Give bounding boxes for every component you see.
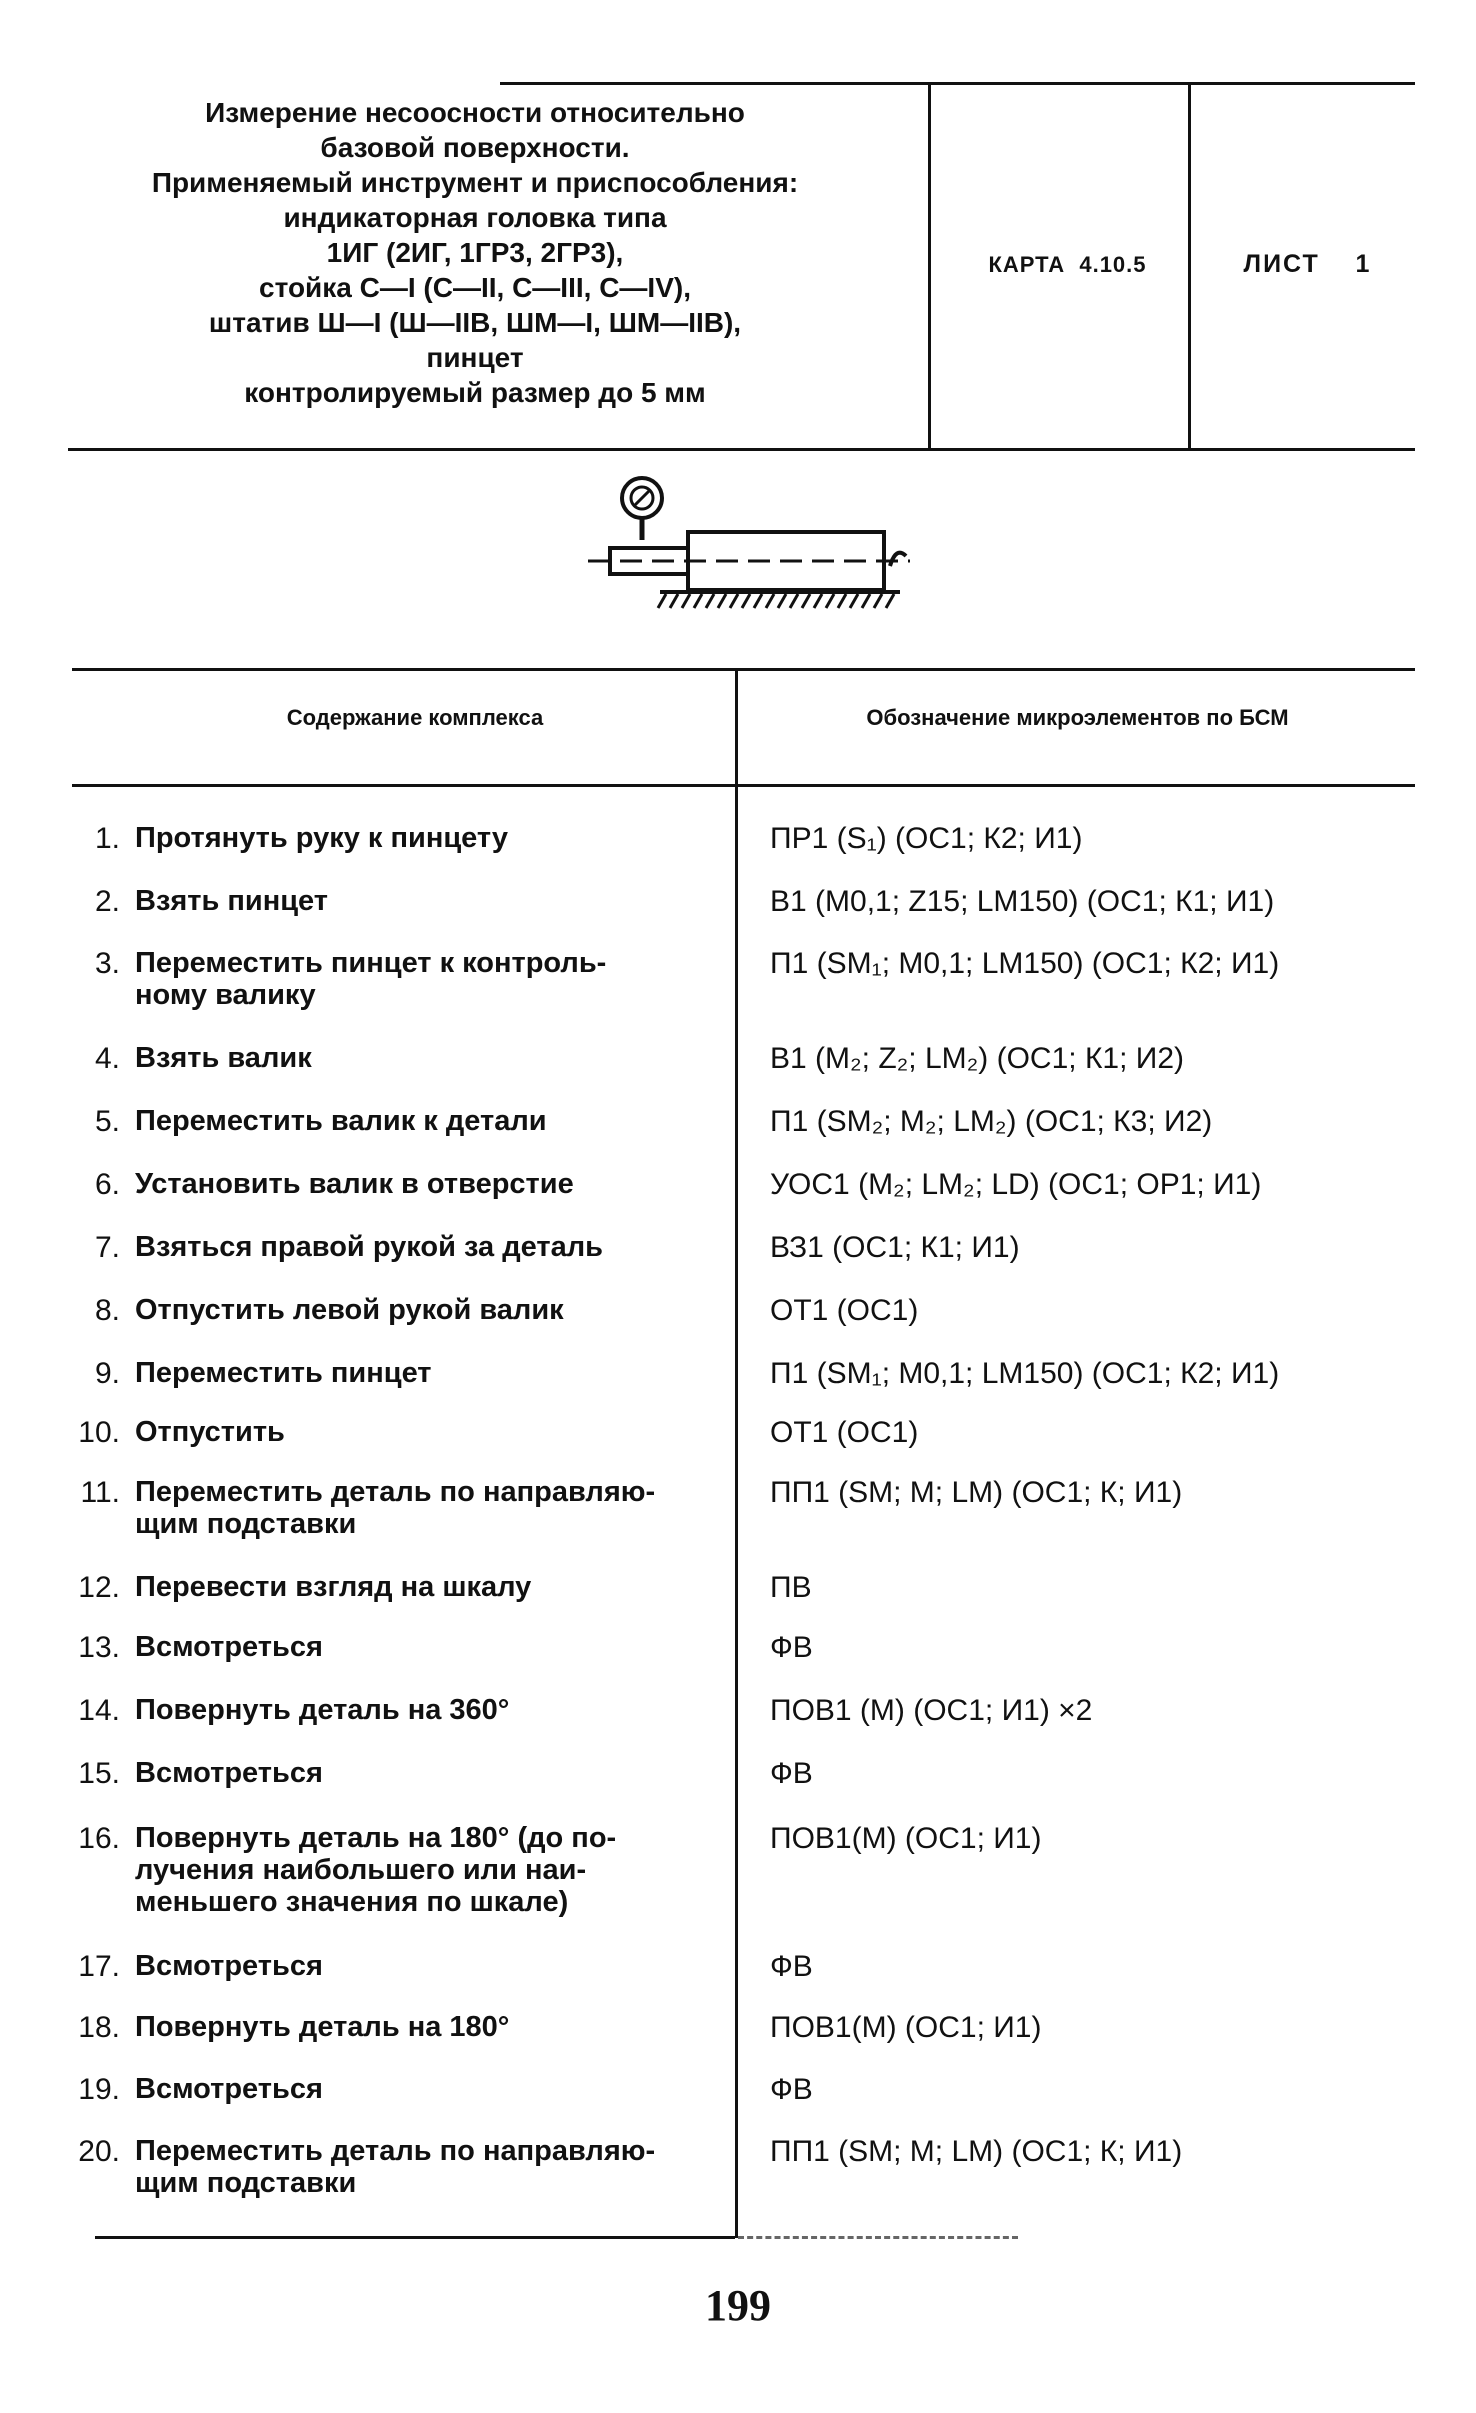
row-content: Переместить валик к детали — [135, 1105, 547, 1137]
title-line: Измерение несоосности относительно — [205, 97, 745, 128]
row-number: 20. — [78, 2135, 120, 2168]
row-number: 10. — [78, 1416, 120, 1449]
row-content: Переместить деталь по направляю- щим подставки — [135, 2135, 656, 2199]
row-number: 12. — [78, 1571, 120, 1604]
row-designation: ФВ — [770, 1950, 813, 1983]
row-number: 6. — [94, 1168, 120, 1201]
row-designation: ФВ — [770, 2073, 813, 2106]
base-hatching — [658, 594, 894, 608]
row-designation: П1 (SM₁; М0,1; LM150) (ОС1; К2; И1) — [770, 1357, 1280, 1390]
header-divider-1 — [928, 85, 931, 448]
row-number: 19. — [78, 2073, 120, 2106]
row-content: Перевести взгляд на шкалу — [135, 1571, 532, 1603]
column-header-designation: Обозначение микроэлементов по БСМ — [866, 705, 1289, 730]
table-bottom-rule-dashed — [738, 2236, 1018, 2239]
header-bottom-rule — [68, 448, 1415, 451]
row-content: Всмотреться — [135, 1950, 323, 1982]
row-content: Взять пинцет — [135, 885, 329, 917]
row-number: 14. — [78, 1694, 120, 1727]
title-line: Применяемый инструмент и приспособления: — [151, 167, 799, 198]
row-content: Отпустить левой рукой валик — [135, 1294, 564, 1326]
row-number: 17. — [78, 1950, 120, 1983]
row-designation: ПОВ1(М) (ОС1; И1) — [770, 1822, 1042, 1855]
row-designation: ВЗ1 (ОС1; К1; И1) — [770, 1231, 1020, 1264]
row-content: Переместить деталь по направляю- щим подставки — [135, 1476, 656, 1540]
row-content: Протянуть руку к пинцету — [135, 822, 508, 854]
title-line: стойка С—I (С—II, С—III, С—IV), — [259, 272, 691, 303]
row-designation: ФВ — [770, 1757, 813, 1790]
row-designation: В1 (М0,1; Z15; LM150) (ОС1; К1; И1) — [770, 885, 1275, 918]
row-designation: В1 (М₂; Z₂; LM₂) (ОС1; К1; И2) — [770, 1042, 1185, 1075]
title-line: индикаторная головка типа — [283, 202, 667, 233]
row-number: 2. — [94, 885, 120, 918]
measurement-setup-diagram — [580, 470, 920, 630]
row-content: Переместить пинцет к контроль- ному валику — [135, 947, 607, 1011]
row-number: 13. — [78, 1631, 120, 1664]
row-number: 1. — [94, 822, 120, 855]
row-content: Повернуть деталь на 180° — [135, 2011, 510, 2043]
row-designation: П1 (SM₁; М0,1; LM150) (ОС1; К2; И1) — [770, 947, 1280, 980]
row-content: Всмотреться — [135, 1757, 323, 1789]
row-content: Установить валик в отверстие — [135, 1168, 574, 1200]
row-designation: ФВ — [770, 1631, 813, 1664]
row-content: Всмотреться — [135, 1631, 323, 1663]
page-number: 199 — [705, 2281, 771, 2330]
table-header-rule — [72, 784, 1415, 787]
row-content: Повернуть деталь на 180° (до по- лучения наибольшего или наи- меньшего значения по шкале) — [135, 1822, 617, 1918]
column-header-content: Содержание комплекса — [286, 705, 544, 730]
table-top-rule — [72, 668, 1415, 671]
title-line: 1ИГ (2ИГ, 1ГР3, 2ГР3), — [326, 237, 624, 268]
row-designation: ОТ1 (ОС1) — [770, 1416, 919, 1449]
row-number: 18. — [78, 2011, 120, 2044]
table-bottom-rule — [95, 2236, 735, 2239]
row-number: 15. — [78, 1757, 120, 1790]
row-content: Повернуть деталь на 360° — [135, 1694, 510, 1726]
card-title — [60, 95, 890, 410]
row-designation: ПП1 (SM; М; LM) (ОС1; К; И1) — [770, 2135, 1183, 2168]
title-line: базовой поверхности. — [320, 132, 630, 163]
title-line: пинцет — [426, 342, 524, 373]
table-column-divider — [735, 671, 738, 2238]
row-content: Взять валик — [135, 1042, 312, 1074]
row-designation: П1 (SM₂; М₂; LM₂) (ОС1; К3; И2) — [770, 1105, 1213, 1138]
row-number: 7. — [94, 1231, 120, 1264]
header-top-rule — [500, 82, 1415, 85]
row-designation: ПВ — [770, 1571, 812, 1604]
row-designation: ПОВ1 (М) (ОС1; И1) ×2 — [770, 1694, 1093, 1727]
row-designation: ПР1 (S₁) (ОС1; К2; И1) — [770, 822, 1083, 855]
row-number: 4. — [94, 1042, 120, 1075]
row-number: 9. — [94, 1357, 120, 1390]
row-designation: ПОВ1(М) (ОС1; И1) — [770, 2011, 1042, 2044]
row-content: Всмотреться — [135, 2073, 323, 2105]
title-line: контролируемый размер до 5 мм — [244, 377, 706, 408]
row-number: 3. — [94, 947, 120, 980]
card-number: КАРТА 4.10.5 — [988, 252, 1147, 277]
row-number: 5. — [94, 1105, 120, 1138]
row-designation: ПП1 (SM; М; LM) (ОС1; К; И1) — [770, 1476, 1183, 1509]
header-divider-2 — [1188, 85, 1191, 448]
row-content: Отпустить — [135, 1416, 285, 1448]
title-line: штатив Ш—I (Ш—IIВ, ШМ—I, ШМ—IIВ), — [208, 307, 742, 338]
row-number: 16. — [78, 1822, 120, 1855]
row-designation: ОТ1 (ОС1) — [770, 1294, 919, 1327]
row-content: Взяться правой рукой за деталь — [135, 1231, 603, 1263]
row-number: 8. — [94, 1294, 120, 1327]
row-content: Переместить пинцет — [135, 1357, 432, 1389]
row-number: 11. — [80, 1476, 120, 1509]
sheet-number: ЛИСТ 1 — [1243, 250, 1372, 278]
row-designation: УОС1 (М₂; LM₂; LD) (ОС1; ОР1; И1) — [770, 1168, 1262, 1201]
